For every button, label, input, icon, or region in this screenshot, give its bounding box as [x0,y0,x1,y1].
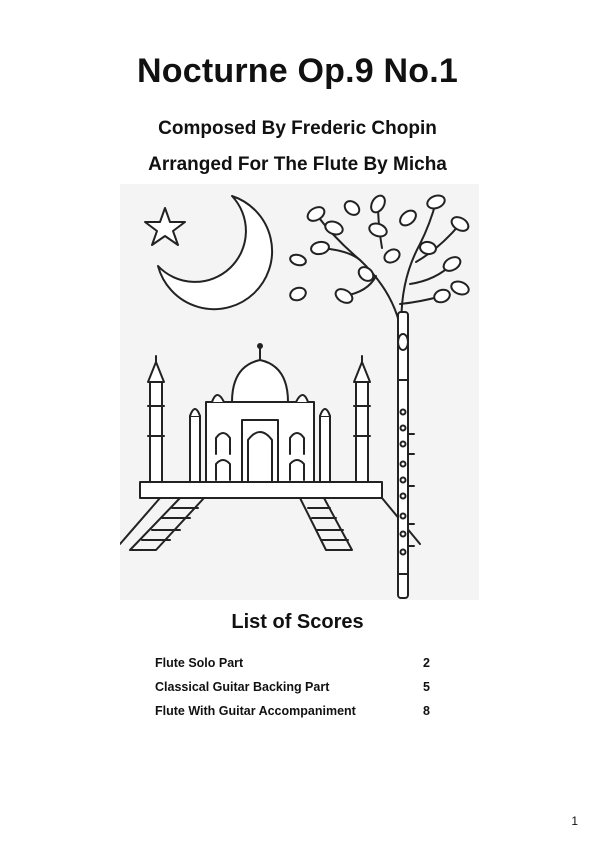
score-entry [155,680,455,704]
score-list [155,656,455,728]
composer-line: Composed By Frederic Chopin [158,118,437,139]
page-number: 1 [571,814,578,828]
page-title: Nocturne Op.9 No.1 [137,52,458,90]
score-title: Flute With Guitar Accompaniment [155,704,356,718]
score-page-number: 2 [423,656,430,670]
score-page-number: 5 [423,680,430,694]
score-title: Classical Guitar Backing Part [155,680,330,694]
arranger-line: Arranged For The Flute By Micha [148,154,447,175]
cover-illustration [120,184,479,600]
score-page-number: 8 [423,704,430,718]
score-entry [155,656,455,680]
score-entry [155,704,455,728]
score-title: Flute Solo Part [155,656,244,670]
list-of-scores-heading: List of Scores [231,611,364,633]
